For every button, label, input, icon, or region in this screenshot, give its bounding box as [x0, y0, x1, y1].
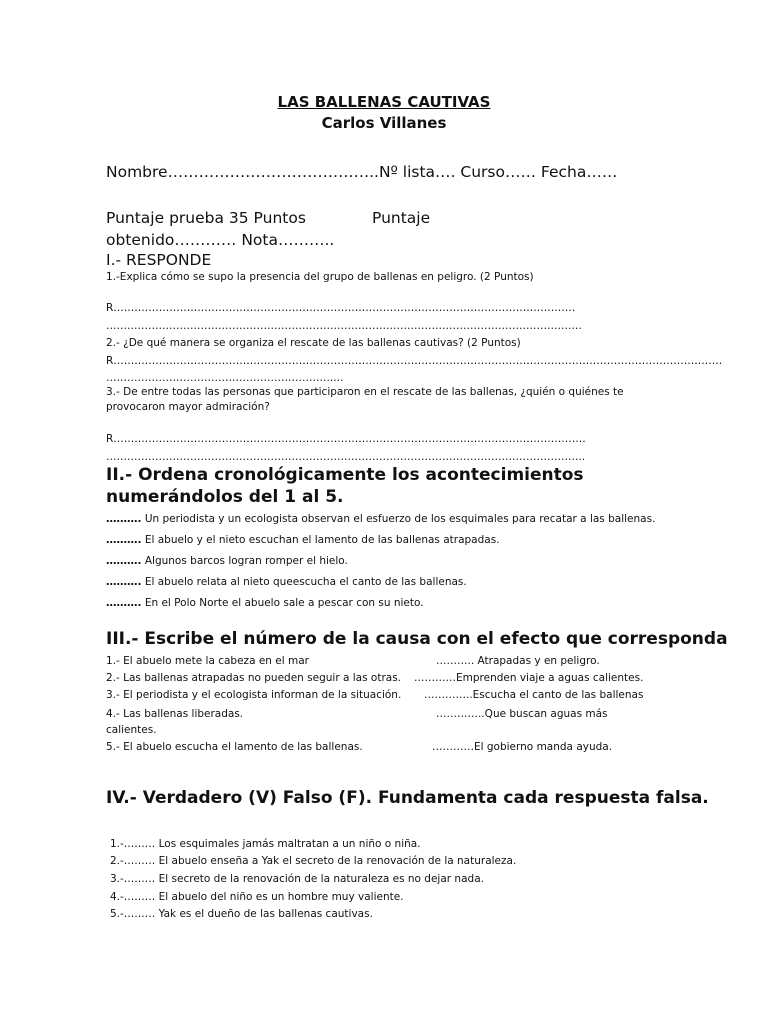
effect-2: …………Emprenden viaje a aguas calientes. — [414, 672, 644, 684]
score-obtained-label: Puntaje — [372, 209, 431, 227]
blank-dots: ………. — [106, 597, 142, 609]
list-item — [106, 534, 500, 546]
section-4-heading: IV.- Verdadero (V) Falso (F). Fundamenta cada respuesta falsa. — [106, 788, 709, 808]
true-false-item: 1.-……… Los esquimales jamás maltratan a un niño o niña. — [110, 838, 421, 850]
list-item — [106, 576, 467, 588]
cause-4: 4.- Las ballenas liberadas. — [106, 708, 244, 720]
blank-dots: ………. — [106, 513, 142, 525]
question-3-line-2: provocaron mayor admiración? — [106, 401, 270, 413]
question-2: 2.- ¿De qué manera se organiza el rescate de las ballenas cautivas? (2 Puntos) — [106, 337, 521, 349]
section-3-heading: III.- Escribe el número de la causa con el efecto que corresponda — [106, 629, 728, 649]
section-2-heading-line-2: numerándolos del 1 al 5. — [106, 487, 344, 507]
event-text: Algunos barcos logran romper el hielo. — [144, 555, 348, 567]
section-2-heading-line-1: II.- Ordena cronológicamente los acontecimientos — [106, 465, 584, 485]
event-text: El abuelo relata al nieto queescucha el canto de las ballenas. — [144, 576, 467, 588]
cause-3: 3.- El periodista y el ecologista informan de la situación. — [106, 689, 402, 701]
answer-2-line-1: R………………………………………………………………………………………………………………………………………………………… — [106, 355, 723, 367]
document-title: LAS BALLENAS CAUTIVAS — [277, 93, 491, 111]
score-total-label: Puntaje prueba 35 Puntos — [106, 209, 306, 227]
answer-2-line-2: ………………………………………………………..… — [106, 372, 344, 384]
document-author: Carlos Villanes — [321, 114, 447, 132]
answer-3-line-2: ……………………………………………………………………………………………………………………….. — [106, 451, 586, 463]
event-text: Un periodista y un ecologista observan el esfuerzo de los esquimales para recatar a las ballenas. — [144, 513, 656, 525]
answer-1-line-1: R…………………………………………………………………………………………………………………… — [106, 302, 576, 314]
effect-3: …………..Escucha el canto de las ballenas — [424, 689, 644, 701]
cause-2: 2.- Las ballenas atrapadas no pueden seguir a las otras. — [106, 672, 402, 684]
list-item — [106, 555, 348, 567]
section-1-heading: I.- RESPONDE — [106, 251, 212, 269]
true-false-item: 4.-……… El abuelo del niño es un hombre muy valiente. — [110, 891, 404, 903]
question-1: 1.-Explica cómo se supo la presencia del grupo de ballenas en peligro. (2 Puntos) — [106, 271, 534, 283]
question-3-line-1: 3.- De entre todas las personas que participaron en el rescate de las ballenas, ¿quién o quiénes te — [106, 386, 624, 398]
effect-5: …………El gobierno manda ayuda. — [432, 741, 613, 753]
blank-dots: ………. — [106, 534, 142, 546]
cause-1: 1.- El abuelo mete la cabeza en el mar — [106, 655, 309, 667]
list-item — [106, 513, 655, 525]
true-false-item: 3.-……… El secreto de la renovación de la naturaleza es no dejar nada. — [110, 873, 484, 885]
blank-dots: ………. — [106, 555, 142, 567]
effect-4: …………..Que buscan aguas más — [436, 708, 608, 720]
event-text: El abuelo y el nieto escuchan el lamento de las ballenas atrapadas. — [144, 534, 500, 546]
list-item — [106, 597, 424, 609]
cause-5: 5.- El abuelo escucha el lamento de las ballenas. — [106, 741, 363, 753]
effect-1: ……….. Atrapadas y en peligro. — [436, 655, 600, 667]
true-false-item: 2.-……… El abuelo enseña a Yak el secreto de la renovación de la naturaleza. — [110, 855, 517, 867]
student-info-line: Nombre…………………………………..Nº lista…. Curso…… Fecha…… — [106, 163, 618, 181]
answer-1-line-2: …………………………………………………………………………………………………………………….… — [106, 320, 582, 332]
blank-dots: ………. — [106, 576, 142, 588]
event-text: En el Polo Norte el abuelo sale a pescar con su nieto. — [144, 597, 424, 609]
cause-4-continuation: calientes. — [106, 724, 157, 736]
answer-3-line-1: R……………………………………………………………………………………………………………………… — [106, 433, 586, 445]
true-false-item: 5.-……… Yak es el dueño de las ballenas cautivas. — [110, 908, 373, 920]
score-grade-line: obtenido………… Nota……….. — [106, 231, 335, 249]
